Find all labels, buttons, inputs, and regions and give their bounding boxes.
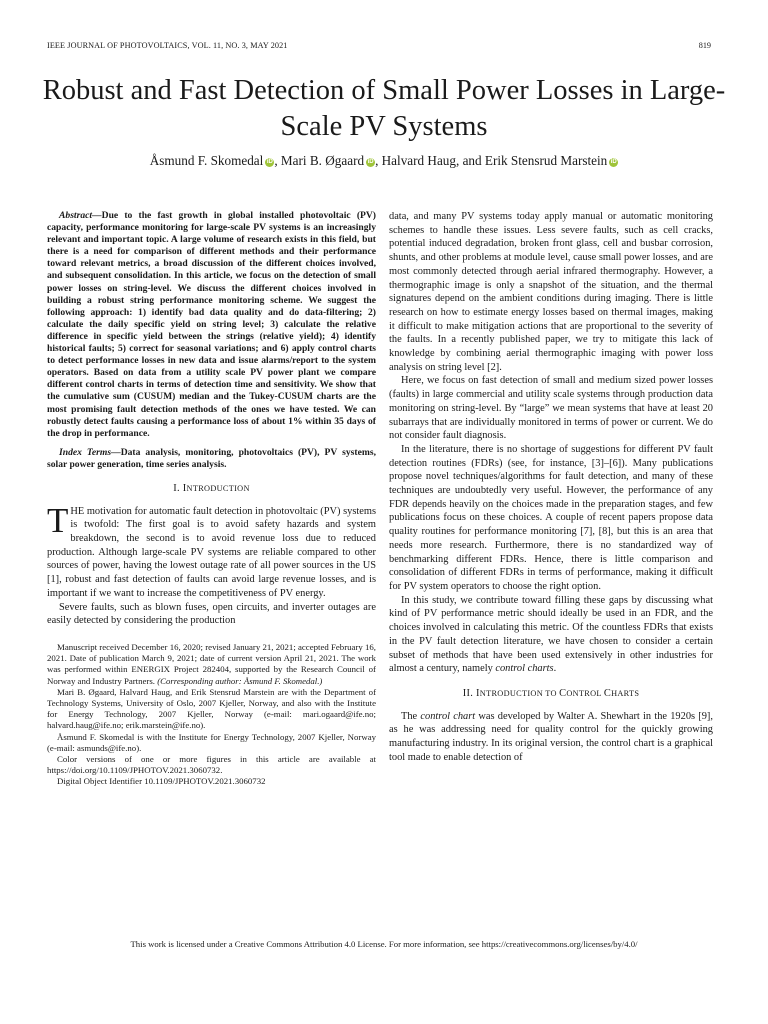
index-terms-text: Data analysis, monitoring, photovoltaics (PV), PV systems, solar power generation, time series analysis. (47, 446, 376, 470)
body-paragraph: The control chart was developed by Walter A. Shewhart in the 1920s [9], as he was addressing need for quality control for the quickly growing manufacturing industry. In its original version, the control chart is a graphical tool made to enable detection of (389, 710, 713, 763)
index-terms (47, 447, 376, 471)
intro-paragraph-1: THE motivation for automatic fault detection in photovoltaic (PV) systems is twofold: The first goal is to avoid safety hazards and system breakdown, the second is to avoid revenue loss due to reduced production. Although large-scale PV systems are reliable compared to other sources of power, having the lowest outage rate of all power sources in the US [1], robust and fast detection of faults can avoid large revenue losses, and is important if we want to increase the competitiveness of PV energy. (47, 500, 376, 599)
intro-paragraph-2: Severe faults, such as blown fuses, open circuits, and inverter outages are easily detected by considering the production (47, 601, 376, 627)
body-paragraph: Here, we focus on fast detection of small and medium sized power losses (faults) in large commercial and utility scale systems through production data monitoring on string-level. By “large” we mean systems that have at least 20 subarrays that are individually monitored in terms of power or current. We do not consider fault diagnosis. (389, 375, 713, 442)
orcid-icon[interactable]: iD (610, 159, 617, 165)
footnote-affiliations: Mari B. Øgaard, Halvard Haug, and Erik Stensrud Marstein are with the Department of Technology Systems, University of Oslo, 2007 Kjeller, Norway, and also with the Institute for Energy Technology, 2007 Kjeller, Norway (e-mail: mari.ogaard@ife.no; halvard.haug@ife.no; erik.marstein@ife.no). (47, 686, 376, 731)
footnote-affiliation-skomedal: Åsmund F. Skomedal is with the Institute for Energy Technology, 2007 Kjeller, Norway (e-mail: asmunds@ife.no). (47, 731, 376, 753)
orcid-icon[interactable]: iD (367, 159, 374, 165)
footnote-manuscript: Manuscript received December 16, 2020; revised January 21, 2021; accepted February 16, 2021. Date of publication March 9, 2021; date of current version April 21, 2021. The work was performed within ENERGIX Project 282404, supported by the Research Council of Norway and Industry Partners. (Corresponding author: Åsmund F. Skomedal.) (47, 642, 376, 686)
license-notice: This work is licensed under a Creative Commons Attribution 4.0 License. For more information, see https://creativecommons.org/licenses/by/4.0/ (130, 939, 638, 949)
footnotes (47, 642, 376, 788)
abstract-text: Due to the fast growth in global installed photovoltaic (PV) capacity, performance monitoring for large-scale PV systems is an increasingly relevant and important topic. A large volume of research exists in this field, but there is a need for comparison of different methods and their performance toward relevant metrics, a broad discussion of the different choices involved, and subsequent consolidation. In this article, we focus on the detection of small power losses on string-level. We discuss the different choices involved in building a robust string performance monitoring scheme. We suggest the following approach: 1) identify bad data quality and do data-filtering; 2) calculate the daily specific yield on string level; 3) calculate the relative difference in specific yield between the strings (relative yield); 4) identify historical faults; 5) correct for seasonal variations; and 6) apply control charts to detect performance losses in new data and issue alarms/report to the system operators. Based on data from a utility scale PV power plant we compare different control charts in terms of detection time and sensitivity. We show that the cumulative sum (CUSUM) median and the Tukey-CUSUM charts are the most promising fault detection methods of the ones we have tested. We can robustly detect faults causing a performance loss of about 1% within 35 days of the drop in performance. (47, 210, 376, 439)
author-1: Åsmund F. Skomedal (149, 153, 264, 168)
index-terms-label: Index Terms— (59, 446, 121, 458)
body-paragraph: In this study, we contribute toward filling these gaps by discussing what kind of PV performance metric should ideally be used in an FDR, and the choices involved in calculating this metric. Of the countless FDRs that exists in the PV fault detection literature, we have chosen to consider a certain subset of methods that have been used extensively in other industries for almost a century, namely control charts. (389, 594, 713, 675)
page-number: 819 (698, 41, 711, 50)
drop-cap: T (47, 500, 69, 540)
author-3: , Halvard Haug, and Erik Stensrud Marstein (375, 153, 608, 168)
author-list (30, 153, 738, 169)
abstract (47, 210, 376, 440)
section-heading-introduction: I. INTRODUCTION (173, 482, 250, 494)
abstract-label: Abstract— (59, 210, 102, 221)
body-paragraph: data, and many PV systems today apply manual or automatic monitoring schemes to handle these issues. Less severe faults, such as cell cracks, potential induced degradation, broken front glass, cell and busbar corrosion, shunts, and other problems at module level, cause small power losses, and are most commonly detected through aerial infrared thermography. However, a thermographic image is only a snapshot of the situation, and the thermal signatures depend on the ambient conditions during imaging. There is little research on how to estimate energy losses based on thermal images, making it difficult to make mitigation actions that are proportional to the severity of the faults. In a recently published paper, we try to mitigate this lack of knowledge by combining aerial thermographic imaging with power loss analysis on string level [2]. (389, 211, 713, 373)
left-column (47, 210, 376, 788)
orcid-icon[interactable]: iD (266, 159, 273, 165)
footnote-doi: Digital Object Identifier 10.1109/JPHOTOV.2021.3060732 (57, 776, 266, 787)
right-column (389, 210, 713, 764)
body-paragraph: In the literature, there is no shortage of suggestions for different PV fault detection routines (FDRs) (see, for instance, [3]–[6]). Many publications propose novel techniques/algorithms for fault detection, and many of these techniques are undoubtedly very useful. However, the performance of any FDR depends heavily on the choices made in the preparation stages, and few publications focus on these choices. A couple of recent papers propose data quality routines for performance monitoring [7], [8], but this is an area that needs more research. Furthermore, there is no standardized way of benchmarking different FDRs. Hence, there is little comparison and consolidation of different FDRs in terms of performance, making it difficult for PV system operators to choose the right option. (389, 443, 713, 592)
section-heading-control-charts: II. INTRODUCTION TO CONTROL CHARTS (462, 687, 640, 699)
footnote-color-versions: Color versions of one or more figures in this article are available at https://doi.org/10.1109/JPHOTOV.2021.3060732. (47, 754, 376, 776)
paper-title: Robust and Fast Detection of Small Power Losses in Large-Scale PV Systems (42, 75, 726, 142)
running-header: IEEE JOURNAL OF PHOTOVOLTAICS, VOL. 11, NO. 3, MAY 2021 (47, 41, 288, 50)
author-2: , Mari B. Øgaard (274, 153, 365, 168)
